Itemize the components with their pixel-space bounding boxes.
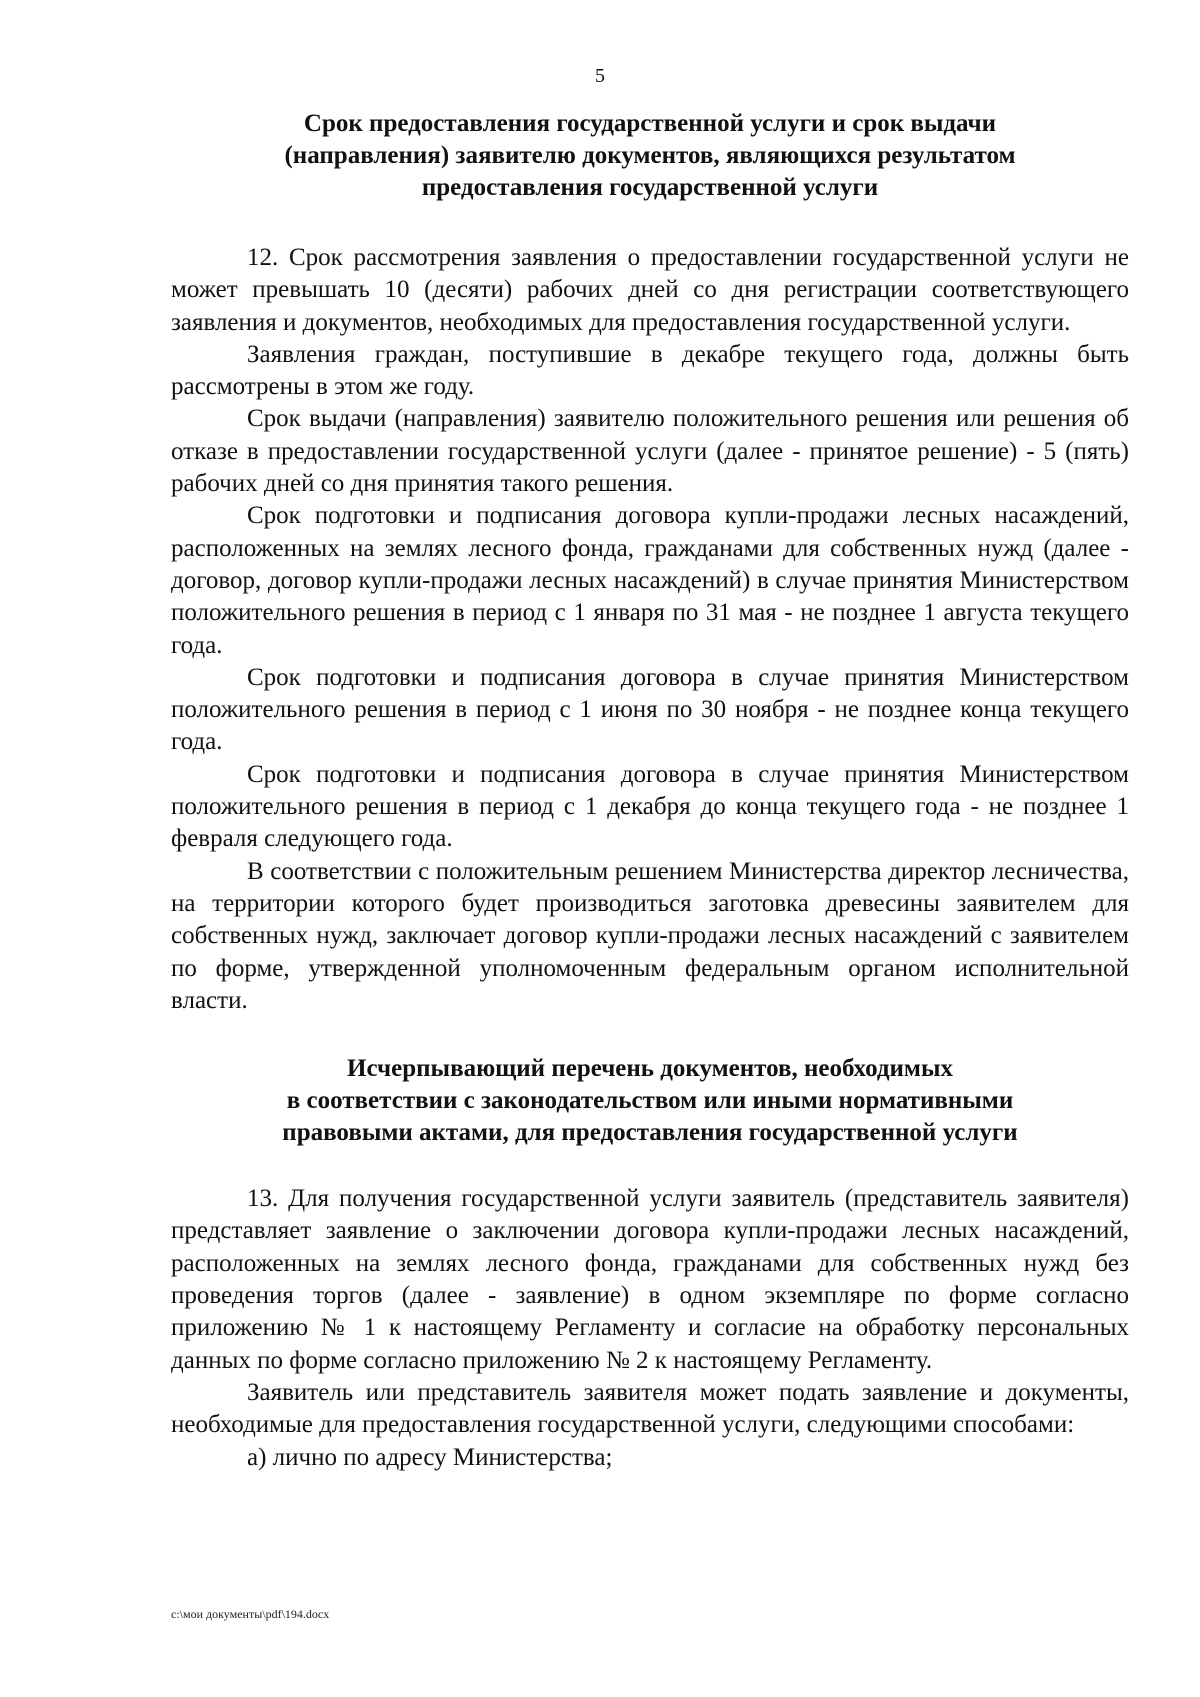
paragraph: Срок подготовки и подписания договора в случае принятия Министерством положительного решения в период с 1 декабря до конца текущего года - не позднее 1 февраля следующего года. xyxy=(171,760,1129,853)
paragraph: Заявления граждан, поступившие в декабре текущего года, должны быть рассмотрены в этом же году. xyxy=(171,340,1129,401)
page-number: 5 xyxy=(595,65,605,87)
heading-line: Срок предоставления государственной услуги и срок выдачи xyxy=(303,110,997,137)
paragraph-12: 12. Срок рассмотрения заявления о предоставлении государственной услуги не может превышать 10 (десяти) рабочих дней со дня регистрации соответствующего заявления и документов, необходимых для предоставления государственной услуги. xyxy=(171,244,1129,336)
heading-line: предоставления государственной услуги xyxy=(421,174,879,201)
paragraph-13: 13. Для получения государственной услуги заявитель (представитель заявителя) представляет заявление о заключении договора купли-продажи лесных насаждений, расположенных на землях лесного фонда, гражданами для собственных нужд без проведения торгов (далее - заявление) в одном экземпляре по форме согласно приложению № 1 к настоящему Регламенту и согласие на обработку персональных данных по форме согласно приложению № 2 к настоящему Регламенту. xyxy=(171,1185,1129,1374)
paragraph: Заявитель или представитель заявителя может подать заявление и документы, необходимые для предоставления государственной услуги, следующими способами: xyxy=(171,1378,1129,1439)
heading-line: Исчерпывающий перечень документов, необходимых xyxy=(347,1055,953,1083)
paragraph: В соответствии с положительным решением Министерства директор лесничества, на территории которого будет производиться заготовка древесины заявителем для собственных нужд, заключает договор купли-продажи лесных насаждений с заявителем по форме, утвержденной уполномоченным федеральным органом исполнительной власти. xyxy=(171,857,1129,1014)
footer-file-path: c:\мои документы\pdf\194.docx xyxy=(171,1607,330,1621)
paragraph: Срок подготовки и подписания договора в случае принятия Министерством положительного решения в период с 1 июня по 30 ноября - не позднее конца текущего года. xyxy=(171,663,1129,756)
section-heading-documents xyxy=(171,1053,1129,1149)
document-body xyxy=(171,108,1129,1474)
heading-line: в соответствии с законодательством или иными нормативными xyxy=(286,1087,1014,1115)
heading-line: правовыми актами, для предоставления государственной услуги xyxy=(282,1119,1018,1147)
paragraph: Срок выдачи (направления) заявителю положительного решения или решения об отказе в предоставлении государственной услуги (далее - принятое решение) - 5 (пять) рабочих дней со дня принятия такого решения. xyxy=(171,405,1129,498)
paragraph: Срок подготовки и подписания договора купли-продажи лесных насаждений, расположенных на землях лесного фонда, гражданами для собственных нужд (далее - договор, договор купли-продажи лесных насаждений) в случае принятия Министерством положительного решения в период с 1 января по 31 мая - не позднее 1 августа текущего года. xyxy=(171,502,1129,659)
list-item: а) лично по адресу Министерства; xyxy=(247,1443,613,1471)
heading-line: (направления) заявителю документов, являющихся результатом xyxy=(284,142,1016,169)
section-heading-term xyxy=(171,108,1129,204)
